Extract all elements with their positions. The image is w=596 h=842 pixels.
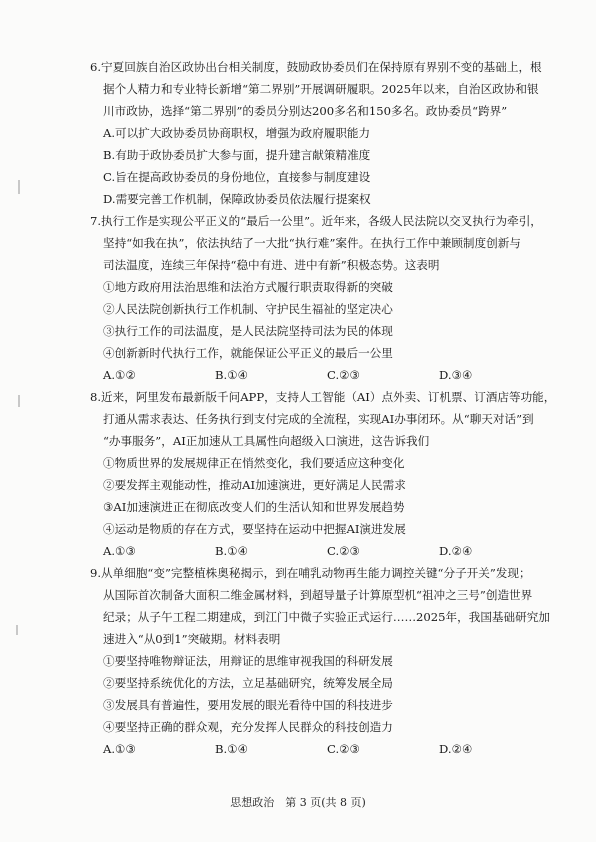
choice-b: B.①④ bbox=[215, 544, 248, 558]
statement-item: ②要坚持系统优化的方法，立足基础研究，统筹发展全局 bbox=[103, 676, 393, 690]
scan-mark bbox=[18, 395, 20, 407]
option-c: C.旨在提高政协委员的身份地位，直接参与制度建设 bbox=[103, 170, 371, 184]
answer-choices bbox=[90, 738, 560, 760]
statement-item: ②要发挥主观能动性，推动AI加速演进，更好满足人民需求 bbox=[103, 478, 406, 492]
statement-item: ①物质世界的发展规律正在悄然变化，我们要适应这种变化 bbox=[103, 456, 405, 470]
question-stem-line: 9.从单细胞“变”完整植株奥秘揭示，到在哺乳动物再生能力调控关键“分子开关”发现； bbox=[90, 566, 531, 580]
choice-c: C.②③ bbox=[327, 544, 360, 558]
statement-item: ③AI加速演进正在彻底改变人们的生活认知和世界发展趋势 bbox=[103, 500, 405, 514]
question-stem-line: “办事服务”，AI正加速从工具属性向超级入口演进，这告诉我们 bbox=[103, 434, 430, 448]
answer-choices bbox=[90, 364, 560, 386]
question-7 bbox=[90, 210, 560, 386]
statement-item: ②人民法院创新执行工作机制、守护民生福祉的坚定决心 bbox=[103, 302, 393, 316]
question-9 bbox=[90, 562, 560, 760]
option-b: B.有助于政协委员扩大参与面，提升建言献策精准度 bbox=[103, 148, 371, 162]
statement-item: ①要坚持唯物辩证法，用辩证的思维审视我国的科研发展 bbox=[103, 654, 393, 668]
question-6 bbox=[90, 56, 560, 210]
statement-item: ④创新新时代执行工作，就能保证公平正义的最后一公里 bbox=[103, 346, 393, 360]
choice-d: D.②④ bbox=[439, 742, 473, 756]
statement-item: ③发展具有普遍性，要用发展的眼光看待中国的科技进步 bbox=[103, 698, 393, 712]
choice-c: C.②③ bbox=[327, 368, 360, 382]
choice-c: C.②③ bbox=[327, 742, 360, 756]
answer-choices bbox=[90, 540, 560, 562]
question-stem-line: 纪录；从子午工程二期建成，到江门中微子实验正式运行……2025年，我国基础研究加 bbox=[103, 610, 550, 624]
question-stem-line: 司法温度，连续三年保持“稳中有进、进中有新”积极态势。这表明 bbox=[103, 258, 440, 272]
statement-item: ④运动是物质的存在方式，要坚持在运动中把握AI演进发展 bbox=[103, 522, 406, 536]
question-stem-line: 从国际首次制备大面积二维金属材料，到超导量子计算原型机“祖冲之三号”创造世界 bbox=[103, 588, 533, 602]
choice-b: B.①④ bbox=[215, 368, 248, 382]
option-a: A.可以扩大政协委员协商职权，增强为政府履职能力 bbox=[103, 126, 371, 140]
choice-d: D.②④ bbox=[439, 544, 473, 558]
question-stem-line: 6.宁夏回族自治区政协出台相关制度，鼓励政协委员们在保持原有界别不变的基础上，根 bbox=[90, 60, 542, 74]
page-footer: 思想政治 第 3 页(共 8 页) bbox=[230, 796, 366, 809]
choice-b: B.①④ bbox=[215, 742, 248, 756]
question-stem-line: 据个人精力和专业特长新增“第二界别”开展调研履职。2025年以来，自治区政协和银 bbox=[103, 82, 539, 96]
question-stem-line: 打通从需求表达、任务执行到支付完成的全流程，实现AI办事闭环。从“聊天对话”到 bbox=[103, 412, 534, 426]
statement-item: ③执行工作的司法温度，是人民法院坚持司法为民的体现 bbox=[103, 324, 393, 338]
statement-item: ④要坚持正确的群众观，充分发挥人民群众的科技创造力 bbox=[103, 720, 393, 734]
choice-d: D.③④ bbox=[439, 368, 473, 382]
scan-mark bbox=[18, 180, 20, 194]
scan-mark bbox=[16, 625, 18, 635]
statement-item: ①地方政府用法治思维和法治方式履行职责取得新的突破 bbox=[103, 280, 393, 294]
question-stem-line: 速进入“从0到1”突破期。材料表明 bbox=[103, 632, 281, 646]
choice-a: A.①② bbox=[103, 368, 136, 382]
question-stem-line: 7.执行工作是实现公平正义的“最后一公里”。近年来，各级人民法院以交叉执行为牵引， bbox=[90, 214, 542, 228]
question-8 bbox=[90, 386, 560, 562]
question-stem-line: 川市政协，选择“第二界别”的委员分别达200多名和150多名。政协委员“跨界” bbox=[103, 104, 508, 118]
choice-a: A.①③ bbox=[103, 544, 136, 558]
question-stem-line: 8.近来，阿里发布最新版千问APP，支持人工智能（AI）点外卖、订机票、订酒店等功能， bbox=[90, 390, 556, 404]
choice-a: A.①③ bbox=[103, 742, 136, 756]
option-d: D.需要完善工作机制，保障政协委员依法履行提案权 bbox=[103, 192, 371, 206]
question-stem-line: 坚持“如我在执”，依法执结了一大批“执行难”案件。在执行工作中兼顾制度创新与 bbox=[103, 236, 521, 250]
